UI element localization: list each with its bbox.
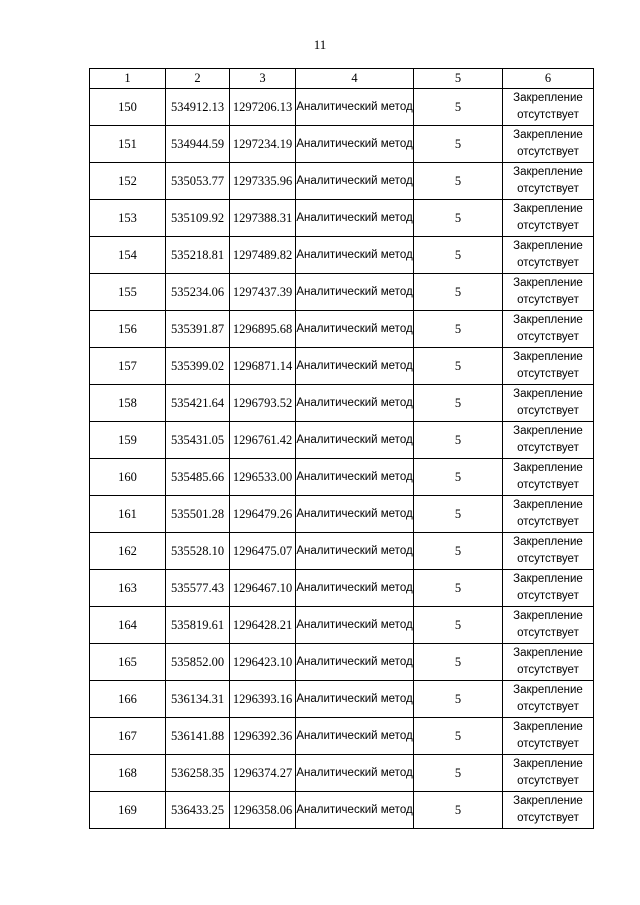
x-coordinate-cell: 535421.64 bbox=[166, 385, 230, 422]
column-header: 4 bbox=[296, 69, 414, 89]
fixing-description-cell: Закрепление отсутствует bbox=[503, 237, 594, 274]
table-row bbox=[90, 755, 594, 792]
y-coordinate-cell: 1296423.10 bbox=[230, 644, 296, 681]
accuracy-cell: 5 bbox=[414, 644, 503, 681]
table-row bbox=[90, 126, 594, 163]
accuracy-cell: 5 bbox=[414, 274, 503, 311]
method-cell: Аналитический метод bbox=[296, 163, 414, 200]
accuracy-cell: 5 bbox=[414, 755, 503, 792]
point-number-cell: 152 bbox=[90, 163, 166, 200]
point-number-cell: 153 bbox=[90, 200, 166, 237]
x-coordinate-cell: 535852.00 bbox=[166, 644, 230, 681]
point-number-cell: 164 bbox=[90, 607, 166, 644]
table-row bbox=[90, 792, 594, 829]
accuracy-cell: 5 bbox=[414, 385, 503, 422]
point-number-cell: 158 bbox=[90, 385, 166, 422]
fixing-description-cell: Закрепление отсутствует bbox=[503, 385, 594, 422]
page-number: 11 bbox=[313, 37, 327, 52]
coordinates-table bbox=[89, 68, 594, 829]
table-row bbox=[90, 644, 594, 681]
y-coordinate-cell: 1297388.31 bbox=[230, 200, 296, 237]
method-cell: Аналитический метод bbox=[296, 533, 414, 570]
x-coordinate-cell: 536134.31 bbox=[166, 681, 230, 718]
accuracy-cell: 5 bbox=[414, 607, 503, 644]
x-coordinate-cell: 536258.35 bbox=[166, 755, 230, 792]
point-number-cell: 160 bbox=[90, 459, 166, 496]
table-row bbox=[90, 496, 594, 533]
method-cell: Аналитический метод bbox=[296, 311, 414, 348]
fixing-description-cell: Закрепление отсутствует bbox=[503, 681, 594, 718]
fixing-description-cell: Закрепление отсутствует bbox=[503, 496, 594, 533]
fixing-description-cell: Закрепление отсутствует bbox=[503, 200, 594, 237]
point-number-cell: 163 bbox=[90, 570, 166, 607]
y-coordinate-cell: 1297489.82 bbox=[230, 237, 296, 274]
table-row bbox=[90, 459, 594, 496]
method-cell: Аналитический метод bbox=[296, 422, 414, 459]
column-header: 3 bbox=[230, 69, 296, 89]
y-coordinate-cell: 1296467.10 bbox=[230, 570, 296, 607]
fixing-description-cell: Закрепление отсутствует bbox=[503, 607, 594, 644]
point-number-cell: 151 bbox=[90, 126, 166, 163]
column-header: 1 bbox=[90, 69, 166, 89]
y-coordinate-cell: 1297437.39 bbox=[230, 274, 296, 311]
x-coordinate-cell: 534944.59 bbox=[166, 126, 230, 163]
point-number-cell: 154 bbox=[90, 237, 166, 274]
x-coordinate-cell: 534912.13 bbox=[166, 89, 230, 126]
table-row bbox=[90, 348, 594, 385]
accuracy-cell: 5 bbox=[414, 533, 503, 570]
y-coordinate-cell: 1296533.00 bbox=[230, 459, 296, 496]
fixing-description-cell: Закрепление отсутствует bbox=[503, 89, 594, 126]
method-cell: Аналитический метод bbox=[296, 718, 414, 755]
fixing-description-cell: Закрепление отсутствует bbox=[503, 163, 594, 200]
x-coordinate-cell: 535431.05 bbox=[166, 422, 230, 459]
method-cell: Аналитический метод bbox=[296, 274, 414, 311]
x-coordinate-cell: 535218.81 bbox=[166, 237, 230, 274]
y-coordinate-cell: 1296895.68 bbox=[230, 311, 296, 348]
fixing-description-cell: Закрепление отсутствует bbox=[503, 459, 594, 496]
method-cell: Аналитический метод bbox=[296, 459, 414, 496]
fixing-description-cell: Закрепление отсутствует bbox=[503, 348, 594, 385]
x-coordinate-cell: 535577.43 bbox=[166, 570, 230, 607]
point-number-cell: 155 bbox=[90, 274, 166, 311]
y-coordinate-cell: 1296793.52 bbox=[230, 385, 296, 422]
point-number-cell: 156 bbox=[90, 311, 166, 348]
method-cell: Аналитический метод bbox=[296, 385, 414, 422]
table-header-row bbox=[90, 69, 594, 89]
fixing-description-cell: Закрепление отсутствует bbox=[503, 274, 594, 311]
x-coordinate-cell: 535391.87 bbox=[166, 311, 230, 348]
method-cell: Аналитический метод bbox=[296, 681, 414, 718]
table-row bbox=[90, 89, 594, 126]
table-row bbox=[90, 681, 594, 718]
y-coordinate-cell: 1296475.07 bbox=[230, 533, 296, 570]
x-coordinate-cell: 535819.61 bbox=[166, 607, 230, 644]
fixing-description-cell: Закрепление отсутствует bbox=[503, 718, 594, 755]
x-coordinate-cell: 535528.10 bbox=[166, 533, 230, 570]
method-cell: Аналитический метод bbox=[296, 607, 414, 644]
table-row bbox=[90, 311, 594, 348]
table-row bbox=[90, 422, 594, 459]
x-coordinate-cell: 535485.66 bbox=[166, 459, 230, 496]
x-coordinate-cell: 535501.28 bbox=[166, 496, 230, 533]
x-coordinate-cell: 535053.77 bbox=[166, 163, 230, 200]
point-number-cell: 150 bbox=[90, 89, 166, 126]
accuracy-cell: 5 bbox=[414, 89, 503, 126]
point-number-cell: 157 bbox=[90, 348, 166, 385]
accuracy-cell: 5 bbox=[414, 237, 503, 274]
fixing-description-cell: Закрепление отсутствует bbox=[503, 311, 594, 348]
method-cell: Аналитический метод bbox=[296, 644, 414, 681]
column-header: 6 bbox=[503, 69, 594, 89]
table-row bbox=[90, 385, 594, 422]
table-row bbox=[90, 718, 594, 755]
method-cell: Аналитический метод bbox=[296, 126, 414, 163]
table-row bbox=[90, 200, 594, 237]
method-cell: Аналитический метод bbox=[296, 200, 414, 237]
table-row bbox=[90, 570, 594, 607]
y-coordinate-cell: 1296393.16 bbox=[230, 681, 296, 718]
point-number-cell: 168 bbox=[90, 755, 166, 792]
fixing-description-cell: Закрепление отсутствует bbox=[503, 755, 594, 792]
y-coordinate-cell: 1296358.06 bbox=[230, 792, 296, 829]
y-coordinate-cell: 1296761.42 bbox=[230, 422, 296, 459]
accuracy-cell: 5 bbox=[414, 163, 503, 200]
point-number-cell: 161 bbox=[90, 496, 166, 533]
fixing-description-cell: Закрепление отсутствует bbox=[503, 422, 594, 459]
accuracy-cell: 5 bbox=[414, 348, 503, 385]
method-cell: Аналитический метод bbox=[296, 755, 414, 792]
method-cell: Аналитический метод bbox=[296, 792, 414, 829]
accuracy-cell: 5 bbox=[414, 792, 503, 829]
table-row bbox=[90, 237, 594, 274]
y-coordinate-cell: 1297335.96 bbox=[230, 163, 296, 200]
x-coordinate-cell: 536433.25 bbox=[166, 792, 230, 829]
fixing-description-cell: Закрепление отсутствует bbox=[503, 533, 594, 570]
method-cell: Аналитический метод bbox=[296, 237, 414, 274]
accuracy-cell: 5 bbox=[414, 681, 503, 718]
y-coordinate-cell: 1297206.13 bbox=[230, 89, 296, 126]
y-coordinate-cell: 1296479.26 bbox=[230, 496, 296, 533]
point-number-cell: 162 bbox=[90, 533, 166, 570]
method-cell: Аналитический метод bbox=[296, 348, 414, 385]
table-row bbox=[90, 533, 594, 570]
accuracy-cell: 5 bbox=[414, 459, 503, 496]
y-coordinate-cell: 1296392.36 bbox=[230, 718, 296, 755]
x-coordinate-cell: 536141.88 bbox=[166, 718, 230, 755]
accuracy-cell: 5 bbox=[414, 126, 503, 163]
fixing-description-cell: Закрепление отсутствует bbox=[503, 644, 594, 681]
point-number-cell: 159 bbox=[90, 422, 166, 459]
point-number-cell: 169 bbox=[90, 792, 166, 829]
accuracy-cell: 5 bbox=[414, 200, 503, 237]
y-coordinate-cell: 1296374.27 bbox=[230, 755, 296, 792]
fixing-description-cell: Закрепление отсутствует bbox=[503, 570, 594, 607]
method-cell: Аналитический метод bbox=[296, 496, 414, 533]
fixing-description-cell: Закрепление отсутствует bbox=[503, 126, 594, 163]
accuracy-cell: 5 bbox=[414, 422, 503, 459]
y-coordinate-cell: 1296428.21 bbox=[230, 607, 296, 644]
column-header: 2 bbox=[166, 69, 230, 89]
x-coordinate-cell: 535109.92 bbox=[166, 200, 230, 237]
accuracy-cell: 5 bbox=[414, 718, 503, 755]
table-row bbox=[90, 163, 594, 200]
x-coordinate-cell: 535399.02 bbox=[166, 348, 230, 385]
point-number-cell: 165 bbox=[90, 644, 166, 681]
accuracy-cell: 5 bbox=[414, 311, 503, 348]
y-coordinate-cell: 1296871.14 bbox=[230, 348, 296, 385]
point-number-cell: 167 bbox=[90, 718, 166, 755]
accuracy-cell: 5 bbox=[414, 496, 503, 533]
method-cell: Аналитический метод bbox=[296, 570, 414, 607]
x-coordinate-cell: 535234.06 bbox=[166, 274, 230, 311]
table-row bbox=[90, 607, 594, 644]
accuracy-cell: 5 bbox=[414, 570, 503, 607]
table-row bbox=[90, 274, 594, 311]
y-coordinate-cell: 1297234.19 bbox=[230, 126, 296, 163]
column-header: 5 bbox=[414, 69, 503, 89]
point-number-cell: 166 bbox=[90, 681, 166, 718]
method-cell: Аналитический метод bbox=[296, 89, 414, 126]
fixing-description-cell: Закрепление отсутствует bbox=[503, 792, 594, 829]
